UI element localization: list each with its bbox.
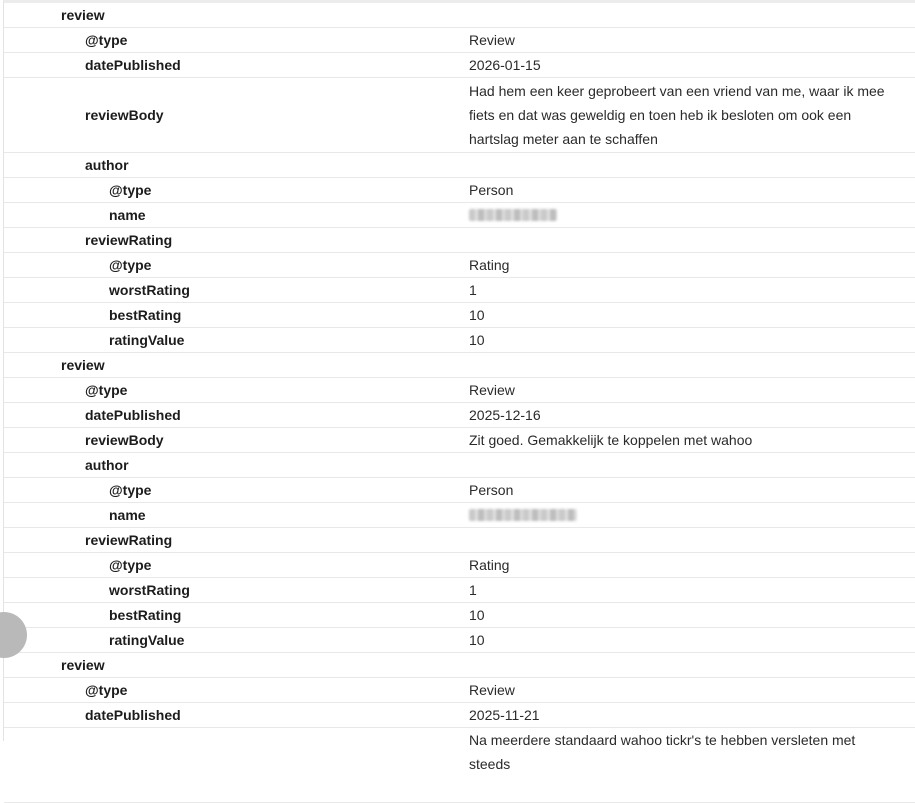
table-row	[4, 653, 915, 678]
property-value: 1	[469, 582, 477, 598]
property-value: Rating	[469, 257, 510, 273]
table-row	[4, 178, 915, 203]
property-key: datePublished	[85, 707, 181, 723]
redacted-name-value	[469, 203, 895, 227]
property-key: reviewRating	[85, 232, 173, 248]
property-value: Review	[469, 32, 515, 48]
property-key: @type	[109, 182, 152, 198]
property-value: 10	[469, 332, 485, 348]
property-key: ratingValue	[109, 332, 185, 348]
table-row	[4, 478, 915, 503]
table-row	[4, 378, 915, 403]
table-row	[4, 728, 915, 803]
property-key: reviewBody	[85, 432, 164, 448]
property-key: @type	[85, 32, 128, 48]
property-value: Zit goed. Gemakkelijk te koppelen met wahoo	[469, 432, 753, 448]
property-key: @type	[109, 557, 152, 573]
property-key: @type	[109, 257, 152, 273]
table-row	[4, 428, 915, 453]
property-value: Had hem een keer geprobeert van een vriend van me, waar ik mee fiets en dat was geweldig en toen heb ik besloten om ook een hartslag meter aan te schaffen	[469, 83, 885, 147]
redaction-blur	[469, 209, 557, 221]
property-key: worstRating	[109, 582, 190, 598]
property-value: Review	[469, 382, 515, 398]
property-key: datePublished	[85, 407, 181, 423]
property-value: 2025-12-16	[469, 407, 541, 423]
property-key: @type	[109, 482, 152, 498]
table-row	[4, 678, 915, 703]
table-row	[4, 3, 915, 28]
table-row	[4, 553, 915, 578]
table-row	[4, 578, 915, 603]
table-row	[4, 153, 915, 178]
table-row	[4, 253, 915, 278]
property-table	[4, 3, 915, 803]
table-row	[4, 278, 915, 303]
property-key: name	[109, 507, 146, 523]
property-value: 1	[469, 282, 477, 298]
redaction-blur	[469, 509, 577, 521]
table-row	[4, 28, 915, 53]
table-row	[4, 528, 915, 553]
structured-data-panel	[3, 0, 915, 772]
table-row	[4, 603, 915, 628]
property-key: ratingValue	[109, 632, 185, 648]
property-key: @type	[85, 382, 128, 398]
table-row	[4, 203, 915, 228]
property-key: review	[61, 7, 105, 23]
table-row	[4, 53, 915, 78]
property-key: bestRating	[109, 607, 182, 623]
property-key: reviewRating	[85, 532, 173, 548]
property-key: author	[85, 457, 129, 473]
property-key: author	[85, 157, 129, 173]
property-key: reviewBody	[85, 107, 164, 123]
property-value: Person	[469, 482, 514, 498]
property-key: bestRating	[109, 307, 182, 323]
table-row	[4, 703, 915, 728]
table-row	[4, 78, 915, 153]
property-value: Na meerdere standaard wahoo tickr's te hebben versleten met steeds	[469, 732, 856, 772]
table-row	[4, 453, 915, 478]
table-row	[4, 303, 915, 328]
table-row	[4, 353, 915, 378]
property-value: Review	[469, 682, 515, 698]
table-row	[4, 228, 915, 253]
table-row	[4, 328, 915, 353]
property-key: name	[109, 207, 146, 223]
property-key: datePublished	[85, 57, 181, 73]
property-value: Rating	[469, 557, 510, 573]
property-value: 2025-11-21	[469, 707, 540, 723]
property-key: worstRating	[109, 282, 190, 298]
property-key: @type	[85, 682, 128, 698]
table-row	[4, 503, 915, 528]
property-key: review	[61, 357, 105, 373]
property-value: 10	[469, 607, 485, 623]
property-value: Person	[469, 182, 514, 198]
property-value: 10	[469, 632, 485, 648]
property-key: review	[61, 657, 105, 673]
table-row	[4, 628, 915, 653]
table-row	[4, 403, 915, 428]
property-value: 10	[469, 307, 485, 323]
property-value: 2026-01-15	[469, 57, 541, 73]
redacted-name-value	[469, 503, 895, 527]
